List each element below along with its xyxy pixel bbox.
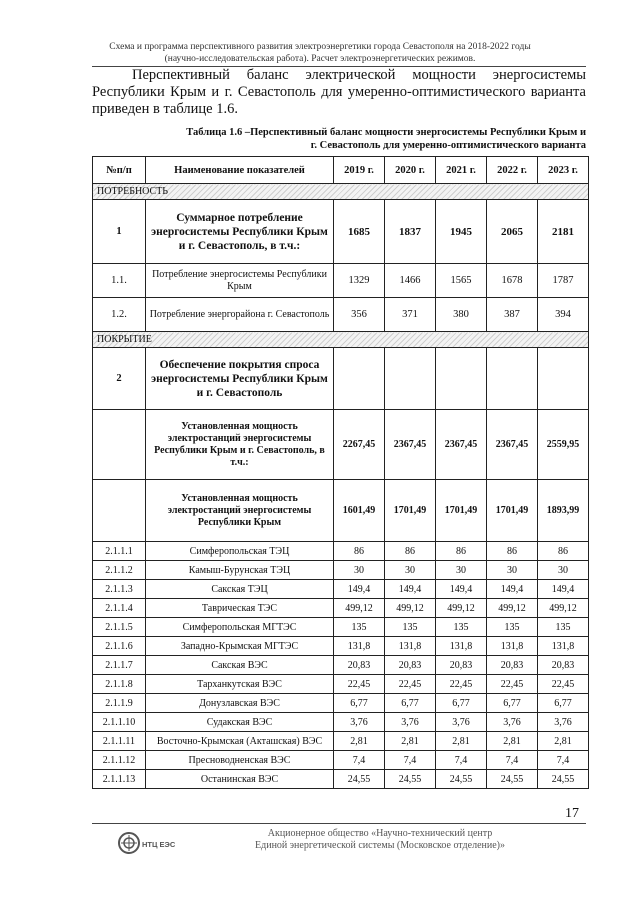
row-value: 149,4 — [487, 580, 538, 599]
row-num: 1.2. — [93, 298, 146, 332]
row-value: 1466 — [385, 264, 436, 298]
row-num: 2.1.1.13 — [93, 770, 146, 789]
row-value: 1701,49 — [436, 480, 487, 542]
row-value: 149,4 — [538, 580, 589, 599]
row-value: 1601,49 — [334, 480, 385, 542]
row-value: 131,8 — [538, 637, 589, 656]
row-value: 1565 — [436, 264, 487, 298]
row-name: Тарханкутская ВЭС — [146, 675, 334, 694]
row-num: 2.1.1.10 — [93, 713, 146, 732]
row-value: 3,76 — [538, 713, 589, 732]
table-row — [93, 348, 589, 410]
row-name: Суммарное потребление энергосистемы Республики Крым и г. Севастополь, в т.ч.: — [146, 200, 334, 264]
header-line-1: Схема и программа перспективного развития электроэнергетики города Севастополя на 2018-2022 годы — [109, 42, 531, 52]
row-value: 499,12 — [334, 599, 385, 618]
row-value: 135 — [436, 618, 487, 637]
row-value: 2,81 — [334, 732, 385, 751]
row-name: Установленная мощность электростанций энергосистемы Республики Крым — [146, 480, 334, 542]
row-value: 131,8 — [487, 637, 538, 656]
row-value: 1893,99 — [538, 480, 589, 542]
row-name: Потребление энергорайона г. Севастополь — [146, 298, 334, 332]
row-value: 394 — [538, 298, 589, 332]
row-name: Донузлавская ВЭС — [146, 694, 334, 713]
row-value: 86 — [436, 542, 487, 561]
row-num: 2.1.1.6 — [93, 637, 146, 656]
row-name: Камыш-Бурунская ТЭЦ — [146, 561, 334, 580]
table-row — [93, 298, 589, 332]
header-year: 2023 г. — [538, 157, 589, 184]
row-value — [487, 348, 538, 410]
table-row — [93, 200, 589, 264]
footer-line-1: Акционерное общество «Научно-технический центр — [267, 828, 493, 839]
row-value: 86 — [385, 542, 436, 561]
row-value: 20,83 — [385, 656, 436, 675]
plant-rows — [93, 542, 589, 789]
row-num: 2 — [93, 348, 146, 410]
table-row — [93, 732, 589, 751]
row-value: 2,81 — [487, 732, 538, 751]
row-name: Потребление энергосистемы Республики Крым — [146, 264, 334, 298]
row-value: 3,76 — [487, 713, 538, 732]
row-value: 22,45 — [385, 675, 436, 694]
row-value: 3,76 — [334, 713, 385, 732]
row-value: 6,77 — [334, 694, 385, 713]
row-value: 7,4 — [436, 751, 487, 770]
row-value: 387 — [487, 298, 538, 332]
row-value: 6,77 — [538, 694, 589, 713]
row-value: 22,45 — [436, 675, 487, 694]
row-num: 1 — [93, 200, 146, 264]
row-value: 2,81 — [538, 732, 589, 751]
row-value: 20,83 — [436, 656, 487, 675]
table-row — [93, 751, 589, 770]
row-value: 6,77 — [487, 694, 538, 713]
row-value: 2367,45 — [436, 410, 487, 480]
row-value: 24,55 — [538, 770, 589, 789]
header-name: Наименование показателей — [146, 157, 334, 184]
row-value: 149,4 — [436, 580, 487, 599]
row-value: 380 — [436, 298, 487, 332]
document-header — [0, 41, 640, 65]
table-row — [93, 618, 589, 637]
row-value: 131,8 — [436, 637, 487, 656]
row-value: 149,4 — [385, 580, 436, 599]
row-num — [93, 410, 146, 480]
row-value: 2559,95 — [538, 410, 589, 480]
intro-text: Перспективный баланс электрической мощности энергосистемы Республики Крым и г. Севастополь для умеренно-оптимистического варианта приведен в таблице 1.6. — [92, 67, 586, 117]
table-row — [93, 656, 589, 675]
row-num: 2.1.1.1 — [93, 542, 146, 561]
table-row — [93, 542, 589, 561]
row-value: 22,45 — [487, 675, 538, 694]
row-value: 24,55 — [334, 770, 385, 789]
header-num: №п/п — [93, 157, 146, 184]
row-name: Установленная мощность электростанций энергосистемы Республики Крым и г. Севастополь, в т.ч.: — [146, 410, 334, 480]
caption-line-1: Таблица 1.6 –Перспективный баланс мощности энергосистемы Республики Крым и — [186, 127, 586, 138]
row-value: 131,8 — [334, 637, 385, 656]
table-row — [93, 694, 589, 713]
row-value: 1701,49 — [487, 480, 538, 542]
row-name: Симферопольская ТЭЦ — [146, 542, 334, 561]
row-value: 3,76 — [436, 713, 487, 732]
row-value — [538, 348, 589, 410]
row-value: 7,4 — [334, 751, 385, 770]
row-value: 2065 — [487, 200, 538, 264]
table-caption — [120, 126, 586, 152]
row-value: 20,83 — [538, 656, 589, 675]
footer-divider — [92, 823, 586, 824]
caption-line-2: г. Севастополь для умеренно-оптимистического варианта — [310, 140, 586, 151]
row-value: 1945 — [436, 200, 487, 264]
table-row — [93, 599, 589, 618]
row-value: 86 — [487, 542, 538, 561]
row-num: 2.1.1.12 — [93, 751, 146, 770]
row-value: 30 — [487, 561, 538, 580]
row-num: 2.1.1.5 — [93, 618, 146, 637]
header-year: 2019 г. — [334, 157, 385, 184]
row-value: 135 — [487, 618, 538, 637]
row-num: 2.1.1.4 — [93, 599, 146, 618]
row-value — [385, 348, 436, 410]
row-value: 499,12 — [436, 599, 487, 618]
row-value: 2181 — [538, 200, 589, 264]
row-num: 2.1.1.2 — [93, 561, 146, 580]
row-value: 499,12 — [385, 599, 436, 618]
row-name: Таврическая ТЭС — [146, 599, 334, 618]
row-value: 1701,49 — [385, 480, 436, 542]
row-value: 356 — [334, 298, 385, 332]
table-row — [93, 580, 589, 599]
row-num: 2.1.1.9 — [93, 694, 146, 713]
row-value: 135 — [334, 618, 385, 637]
row-value: 30 — [334, 561, 385, 580]
footer-line-2: Единой энергетической системы (Московское отделение)» — [255, 840, 505, 851]
page-number: 17 — [565, 806, 579, 821]
row-value: 499,12 — [487, 599, 538, 618]
row-value: 1837 — [385, 200, 436, 264]
row-value — [334, 348, 385, 410]
row-value: 86 — [538, 542, 589, 561]
table-row — [93, 480, 589, 542]
header-year: 2020 г. — [385, 157, 436, 184]
ntc-ees-logo-icon — [118, 828, 178, 858]
row-value: 22,45 — [538, 675, 589, 694]
row-value: 135 — [385, 618, 436, 637]
row-value — [436, 348, 487, 410]
row-value: 6,77 — [385, 694, 436, 713]
table-header-row — [93, 157, 589, 184]
row-value: 1787 — [538, 264, 589, 298]
row-value: 2267,45 — [334, 410, 385, 480]
row-value: 7,4 — [538, 751, 589, 770]
row-value: 30 — [385, 561, 436, 580]
row-value: 2367,45 — [385, 410, 436, 480]
logo-text: НТЦ ЕЭС — [142, 840, 176, 849]
row-num: 2.1.1.3 — [93, 580, 146, 599]
header-line-2: (научно-исследовательская работа). Расчет электроэнергетических режимов. — [164, 54, 476, 64]
section-label: ПОТРЕБНОСТЬ — [93, 184, 589, 200]
table-row — [93, 770, 589, 789]
row-value: 371 — [385, 298, 436, 332]
row-value: 30 — [436, 561, 487, 580]
row-name: Сакская ТЭЦ — [146, 580, 334, 599]
row-value: 1678 — [487, 264, 538, 298]
row-name: Симферопольская МГТЭС — [146, 618, 334, 637]
section-row-demand — [93, 184, 589, 200]
section-label: ПОКРЫТИЕ — [93, 332, 589, 348]
row-value: 149,4 — [334, 580, 385, 599]
row-num: 2.1.1.7 — [93, 656, 146, 675]
row-value: 24,55 — [487, 770, 538, 789]
row-value: 2,81 — [385, 732, 436, 751]
row-value: 22,45 — [334, 675, 385, 694]
row-num: 2.1.1.11 — [93, 732, 146, 751]
row-value: 135 — [538, 618, 589, 637]
row-value: 20,83 — [487, 656, 538, 675]
row-value: 3,76 — [385, 713, 436, 732]
row-num: 2.1.1.8 — [93, 675, 146, 694]
row-value: 7,4 — [487, 751, 538, 770]
row-value: 6,77 — [436, 694, 487, 713]
row-value: 24,55 — [385, 770, 436, 789]
row-name: Обеспечение покрытия спроса энергосистемы Республики Крым и г. Севастополь — [146, 348, 334, 410]
row-name: Судакская ВЭС — [146, 713, 334, 732]
row-value: 20,83 — [334, 656, 385, 675]
row-num: 1.1. — [93, 264, 146, 298]
table-row — [93, 637, 589, 656]
table-row — [93, 713, 589, 732]
row-name: Восточно-Крымская (Акташская) ВЭС — [146, 732, 334, 751]
intro-paragraph — [92, 67, 586, 118]
row-name: Сакская ВЭС — [146, 656, 334, 675]
row-name: Останинская ВЭС — [146, 770, 334, 789]
row-value: 2367,45 — [487, 410, 538, 480]
document-footer — [180, 828, 580, 852]
row-value: 86 — [334, 542, 385, 561]
row-value: 24,55 — [436, 770, 487, 789]
row-name: Пресноводненская ВЭС — [146, 751, 334, 770]
table-row — [93, 410, 589, 480]
table-row — [93, 675, 589, 694]
section-row-supply — [93, 332, 589, 348]
table-row — [93, 264, 589, 298]
table-row — [93, 561, 589, 580]
row-name: Западно-Крымская МГТЭС — [146, 637, 334, 656]
row-num — [93, 480, 146, 542]
row-value: 131,8 — [385, 637, 436, 656]
row-value: 1685 — [334, 200, 385, 264]
row-value: 499,12 — [538, 599, 589, 618]
header-year: 2022 г. — [487, 157, 538, 184]
row-value: 2,81 — [436, 732, 487, 751]
row-value: 30 — [538, 561, 589, 580]
row-value: 7,4 — [385, 751, 436, 770]
power-balance-table — [92, 156, 589, 789]
header-year: 2021 г. — [436, 157, 487, 184]
row-value: 1329 — [334, 264, 385, 298]
